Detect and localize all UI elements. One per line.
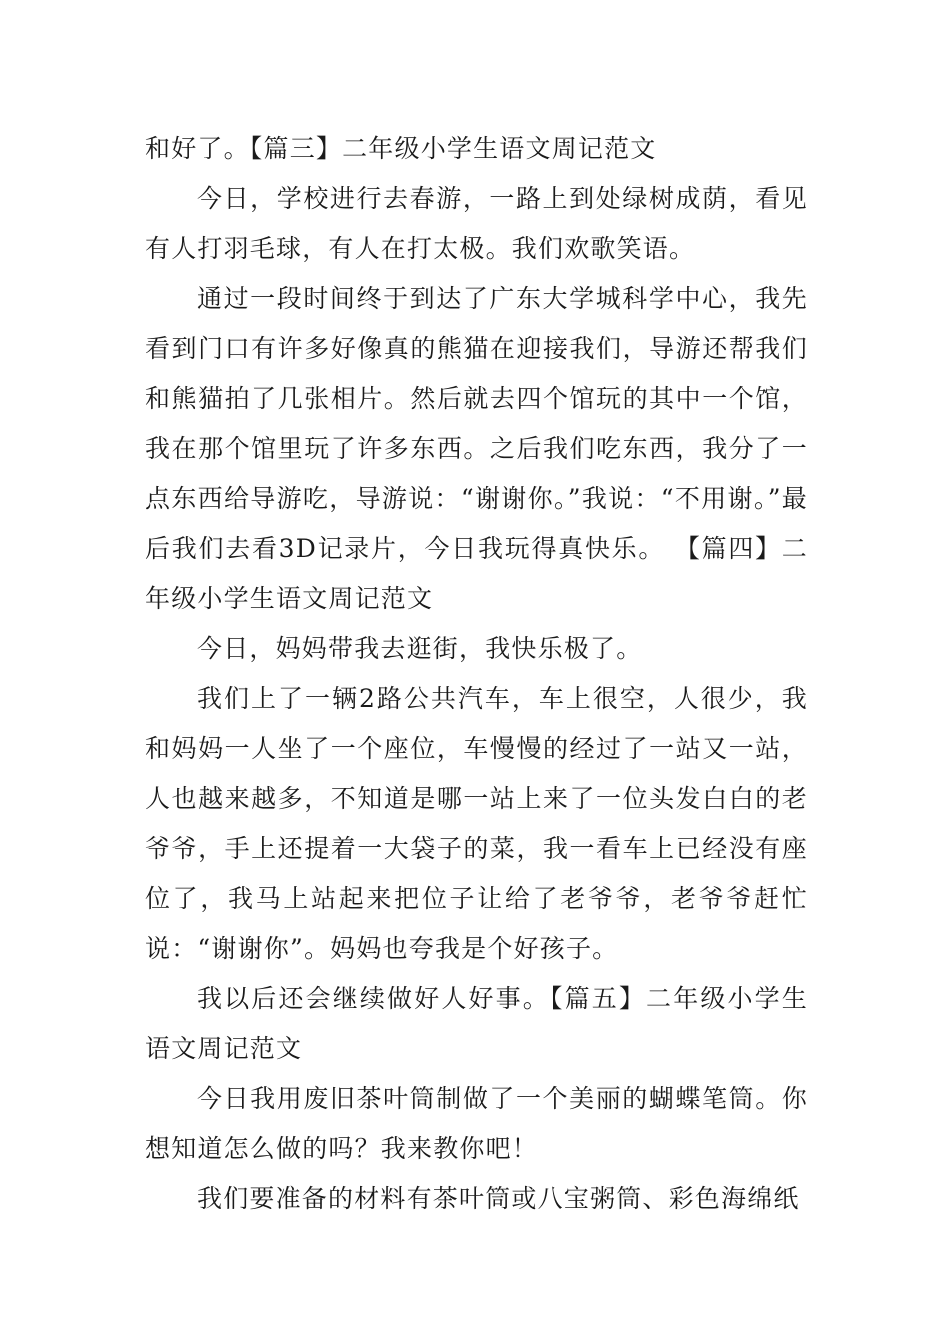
paragraph-8: 我们要准备的材料有茶叶筒或八宝粥筒、彩色海绵纸	[197, 1184, 800, 1213]
paragraph-1: 和好了。【篇三】二年级小学生语文周记范文	[145, 134, 657, 163]
paragraph-7: 今日我用废旧茶叶筒制做了一个美丽的蝴蝶笔筒。你想知道怎么做的吗？我来教你吧！	[145, 1084, 808, 1163]
paragraph-4: 今日，妈妈带我去逛街，我快乐极了。	[197, 634, 643, 663]
paragraph-6: 我以后还会继续做好人好事。【篇五】二年级小学生语文周记范文	[145, 984, 808, 1063]
paragraph-2: 今日，学校进行去春游，一路上到处绿树成荫，看见有人打羽毛球，有人在打太极。我们欢歌笑语。	[145, 184, 808, 263]
paragraph-3: 通过一段时间终于到达了广东大学城科学中心，我先看到门口有许多好像真的熊猫在迎接我们，导游还帮我们和熊猫拍了几张相片。然后就去四个馆玩的其中一个馆，我在那个馆里玩了许多东西。之后我们吃东西，我分了一点东西给导游吃，导游说：“谢谢你。”我说：“不用谢。”最后我们去看3D记录片，今日我玩得真快乐。 【篇四】二年级小学生语文周记范文	[145, 284, 808, 613]
document-body	[145, 124, 808, 1224]
paragraph-5: 我们上了一辆2路公共汽车，车上很空，人很少，我和妈妈一人坐了一个座位，车慢慢的经过了一站又一站，人也越来越多，不知道是哪一站上来了一位头发白白的老爷爷，手上还提着一大袋子的菜，我一看车上已经没有座位了，我马上站起来把位子让给了老爷爷，老爷爷赶忙说：“谢谢你”。妈妈也夸我是个好孩子。	[145, 684, 808, 963]
